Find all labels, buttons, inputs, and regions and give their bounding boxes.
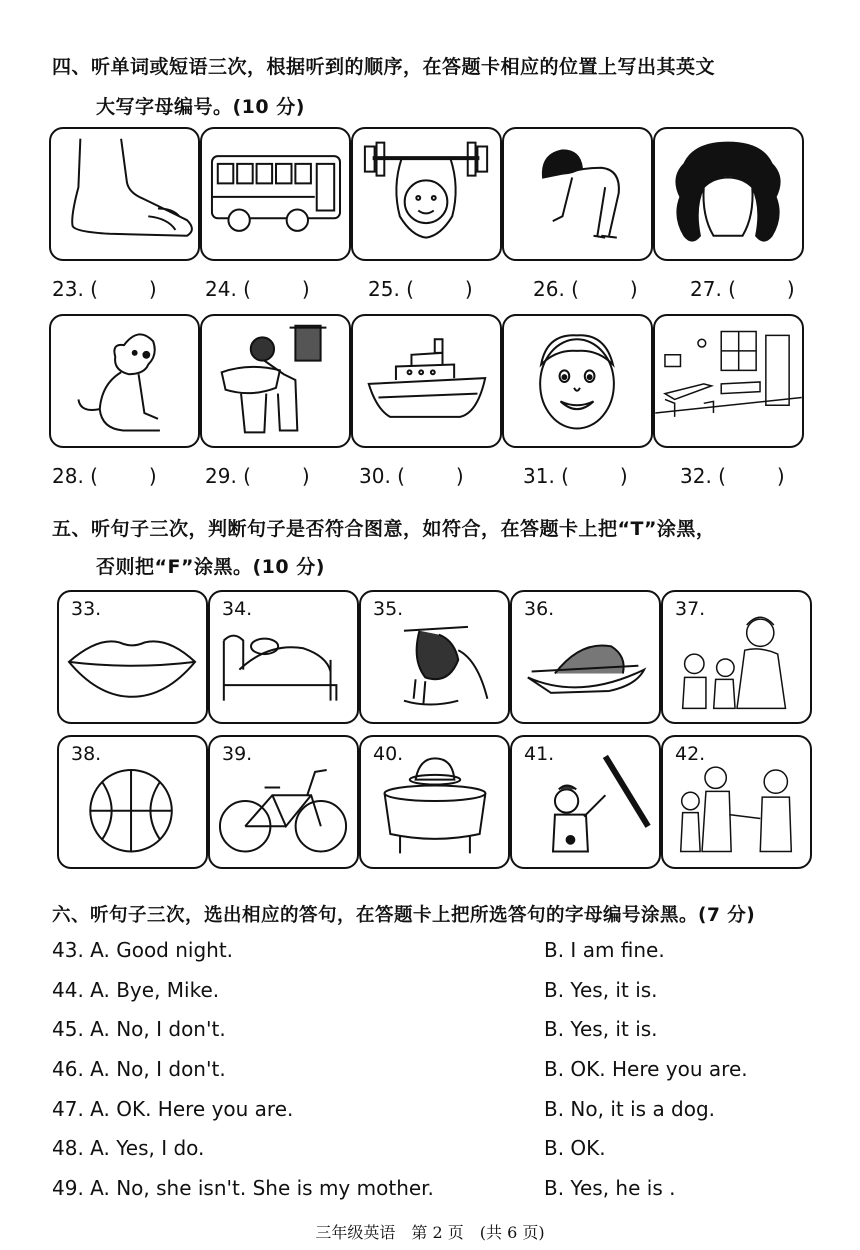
answer-label-27: 27. ( )	[690, 277, 795, 301]
question-46-option-b: B. OK. Here you are.	[544, 1057, 748, 1081]
answer-label-23: 23. ( )	[52, 277, 157, 301]
weightlifter-icon	[353, 129, 500, 259]
picture-41	[510, 735, 661, 869]
section4-heading: 四、听单词或短语三次，根据听到的顺序，在答题卡相应的位置上写出其英文	[52, 56, 716, 78]
basketball-icon	[59, 737, 206, 867]
picture-36	[510, 590, 661, 724]
section4-heading-cont: 大写字母编号。(10 分)	[96, 96, 305, 118]
picture-39	[208, 735, 359, 869]
question-43-option-a: 43. A. Good night.	[52, 938, 234, 962]
lips-icon	[59, 592, 206, 722]
picture-number: 39.	[222, 743, 253, 765]
picture-33	[57, 590, 208, 724]
picture-26	[502, 127, 653, 261]
picture-30	[351, 314, 502, 448]
picture-42	[661, 735, 812, 869]
bicycle-icon	[210, 737, 357, 867]
question-49-option-b: B. Yes, he is .	[544, 1176, 676, 1200]
section6-heading: 六、听句子三次，选出相应的答句，在答题卡上把所选答句的字母编号涂黑。(7 分)	[52, 905, 756, 926]
picture-31	[502, 314, 653, 448]
picture-27	[653, 127, 804, 261]
washing-face-icon	[202, 316, 349, 446]
picture-35	[359, 590, 510, 724]
washing-hair-icon	[361, 592, 508, 722]
question-47-option-a: 47. A. OK. Here you are.	[52, 1097, 294, 1121]
family-icon	[663, 592, 810, 722]
room-icon	[655, 316, 802, 446]
picture-number: 33.	[71, 598, 102, 620]
answer-label-26: 26. ( )	[533, 277, 638, 301]
answer-label-28: 28. ( )	[52, 464, 157, 488]
section5-heading: 五、听句子三次，判断句子是否符合图意，如符合，在答题卡上把“T”涂黑，	[52, 518, 716, 540]
answer-label-30: 30. ( )	[359, 464, 464, 488]
cap-on-table-icon	[361, 737, 508, 867]
boy-ruler-icon	[512, 737, 659, 867]
picture-37	[661, 590, 812, 724]
bed-icon	[210, 592, 357, 722]
picture-23	[49, 127, 200, 261]
question-43-option-b: B. I am fine.	[544, 938, 665, 962]
picture-number: 37.	[675, 598, 706, 620]
picture-40	[359, 735, 510, 869]
question-48-option-b: B. OK.	[544, 1136, 606, 1160]
ship-icon	[353, 316, 500, 446]
question-49-option-a: 49. A. No, she isn't. She is my mother.	[52, 1176, 434, 1200]
picture-32	[653, 314, 804, 448]
bending-person-icon	[504, 129, 651, 259]
question-44-option-a: 44. A. Bye, Mike.	[52, 978, 220, 1002]
question-44-option-b: B. Yes, it is.	[544, 978, 658, 1002]
section5-heading-cont: 否则把“F”涂黑。(10 分)	[96, 556, 325, 578]
hair-icon	[655, 129, 802, 259]
question-46-option-a: 46. A. No, I don't.	[52, 1057, 226, 1081]
picture-28	[49, 314, 200, 448]
boat-icon	[512, 592, 659, 722]
boy-face-icon	[504, 316, 651, 446]
question-45-option-b: B. Yes, it is.	[544, 1017, 658, 1041]
picture-29	[200, 314, 351, 448]
question-47-option-b: B. No, it is a dog.	[544, 1097, 716, 1121]
answer-label-32: 32. ( )	[680, 464, 785, 488]
answer-label-29: 29. ( )	[205, 464, 310, 488]
picture-25	[351, 127, 502, 261]
bus-icon	[202, 129, 349, 259]
question-45-option-a: 45. A. No, I don't.	[52, 1017, 226, 1041]
picture-number: 38.	[71, 743, 102, 765]
picture-34	[208, 590, 359, 724]
answer-label-25: 25. ( )	[368, 277, 473, 301]
page-footer: 三年级英语 第 2 页 (共 6 页)	[315, 1223, 545, 1242]
answer-label-31: 31. ( )	[523, 464, 628, 488]
picture-number: 34.	[222, 598, 253, 620]
picture-number: 42.	[675, 743, 706, 765]
picture-number: 35.	[373, 598, 404, 620]
foot-icon	[51, 129, 198, 259]
picture-number: 40.	[373, 743, 404, 765]
picture-38	[57, 735, 208, 869]
dog-icon	[51, 316, 198, 446]
picture-number: 41.	[524, 743, 555, 765]
answer-label-24: 24. ( )	[205, 277, 310, 301]
question-48-option-a: 48. A. Yes, I do.	[52, 1136, 205, 1160]
greeting-people-icon	[663, 737, 810, 867]
picture-number: 36.	[524, 598, 555, 620]
picture-24	[200, 127, 351, 261]
